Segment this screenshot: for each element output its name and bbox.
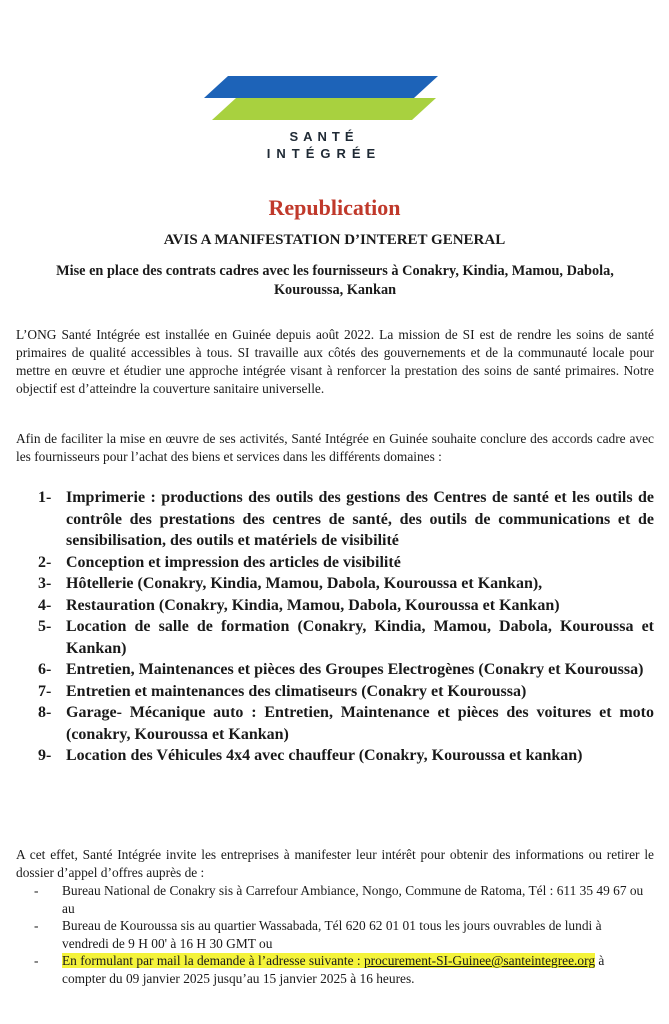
logo-text-integree: INTÉGRÉE: [266, 146, 382, 161]
deadline-text: à compter du 09 janvier 2025 jusqu’au 15 janvier 2025 à 16 heures.: [62, 953, 605, 986]
sante-integree-logo: [200, 76, 440, 168]
list-item: [38, 552, 654, 574]
domains-list: [38, 487, 654, 767]
list-item-text: Conception et impression des articles de visibilité: [66, 553, 401, 571]
republication-title: Republication: [268, 195, 401, 220]
contact-item-conakry: - Bureau National de Conakry sis à Carrefour Ambiance, Nongo, Commune de Ratoma, Tél : 611 35 49 67 ou au: [34, 883, 644, 916]
list-item-text: Entretien, Maintenances et pièces des Groupes Electrogènes (Conakry et Kouroussa): [66, 661, 644, 678]
list-item: [38, 616, 654, 659]
list-item-number: 6-: [38, 661, 52, 678]
list-item: [38, 487, 654, 552]
contact-text: Bureau National de Conakry sis à Carrefour Ambiance, Nongo, Commune de Ratoma, Tél : 611 35 49 67 ou au: [62, 883, 644, 916]
list-item: [38, 681, 654, 703]
list-item: [38, 595, 654, 617]
logo-blue-stripe: [204, 76, 438, 98]
email-request-text: En formulant par mail la demande à l’adresse suivante :: [62, 953, 364, 968]
logo-green-stripe: [212, 98, 436, 120]
list-item-text: Location des Véhicules 4x4 avec chauffeur (Conakry, Kouroussa et kankan): [66, 747, 583, 764]
list-item-number: 4-: [38, 596, 52, 614]
list-item-number: 7-: [38, 682, 52, 700]
list-item-number: 3-: [38, 575, 52, 592]
list-item-number: 1-: [38, 489, 52, 506]
list-item: [38, 745, 654, 767]
logo-stripes-icon: [200, 76, 440, 126]
list-item-number: 9-: [38, 747, 52, 764]
list-item-text: Hôtellerie (Conakry, Kindia, Mamou, Dabola, Kouroussa et Kankan),: [66, 575, 543, 592]
contact-text: Bureau de Kouroussa sis au quartier Wassabada, Tél 620 62 01 01 tous les jours ouvrables de lundi à vendredi de 9 H 00' à 16 H 30 GMT ou: [62, 918, 602, 951]
list-item-text: Entretien et maintenances des climatiseurs (Conakry et Kouroussa): [66, 682, 527, 700]
list-item: [38, 659, 654, 681]
invitation-paragraph: A cet effet, Santé Intégrée invite les entreprises à manifester leur intérêt pour obtenir des informations ou retirer le dossier d’appel d’offres auprès de :: [16, 847, 654, 880]
contact-list: [32, 882, 650, 987]
notice-subject: Mise en place des contrats cadres avec les fournisseurs à Conakry, Kindia, Mamou, Dabola, Kouroussa, Kankan: [56, 263, 614, 298]
intro-paragraph: L’ONG Santé Intégrée est installée en Guinée depuis août 2022. La mission de SI est de rendre les soins de santé primaires de qualité accessibles à tous. SI travaille aux côtés des gouvernements et de la communauté locale pour mettre en œuvre et étudier une approche intégrée visant à renforcer la prestation des soins de santé primaires. Notre objectif est d’atteindre la couverture sanitaire universelle.: [16, 327, 654, 396]
purpose-paragraph: Afin de faciliter la mise en œuvre de ses activités, Santé Intégrée en Guinée souhaite conclure des accords cadre avec les fournisseurs pour l’achat des biens et services dans les différents domaines :: [16, 431, 654, 464]
notice-title: AVIS A MANIFESTATION D’INTERET GENERAL: [163, 232, 506, 248]
procurement-email-link[interactable]: procurement-SI-Guinee@santeintegree.org: [363, 953, 596, 968]
contact-item-email: - En formulant par mail la demande à l’adresse suivante : procurement-SI-Guinee@santeintegree.org à compter du 09 janvier 2025 jusqu’au 15 janvier 2025 à 16 heures.: [34, 953, 605, 986]
list-item-text: Location de salle de formation (Conakry, Kindia, Mamou, Dabola, Kouroussa et Kankan): [66, 618, 654, 657]
list-item-number: 2-: [38, 553, 52, 571]
list-item-text: Restauration (Conakry, Kindia, Mamou, Dabola, Kouroussa et Kankan): [66, 596, 560, 614]
list-item: [38, 573, 654, 595]
contact-item-kouroussa: - Bureau de Kouroussa sis au quartier Wassabada, Tél 620 62 01 01 tous les jours ouvrables de lundi à vendredi de 9 H 00' à 16 H 30 GMT ou: [34, 918, 602, 951]
list-item-number: 5-: [38, 618, 52, 635]
list-item-number: 8-: [38, 704, 52, 721]
list-item-text: Garage- Mécanique auto : Entretien, Maintenance et pièces des voitures et moto (conakry, Kouroussa et Kankan): [66, 704, 654, 743]
logo-text-sante: SANTÉ: [289, 129, 359, 144]
list-item: [38, 702, 654, 745]
list-item-text: Imprimerie : productions des outils des gestions des Centres de santé et les outils de contrôle des prestations des centres de santé, des outils de communications et de sensibilisation, des outils et matériels de visibilité: [66, 489, 654, 549]
